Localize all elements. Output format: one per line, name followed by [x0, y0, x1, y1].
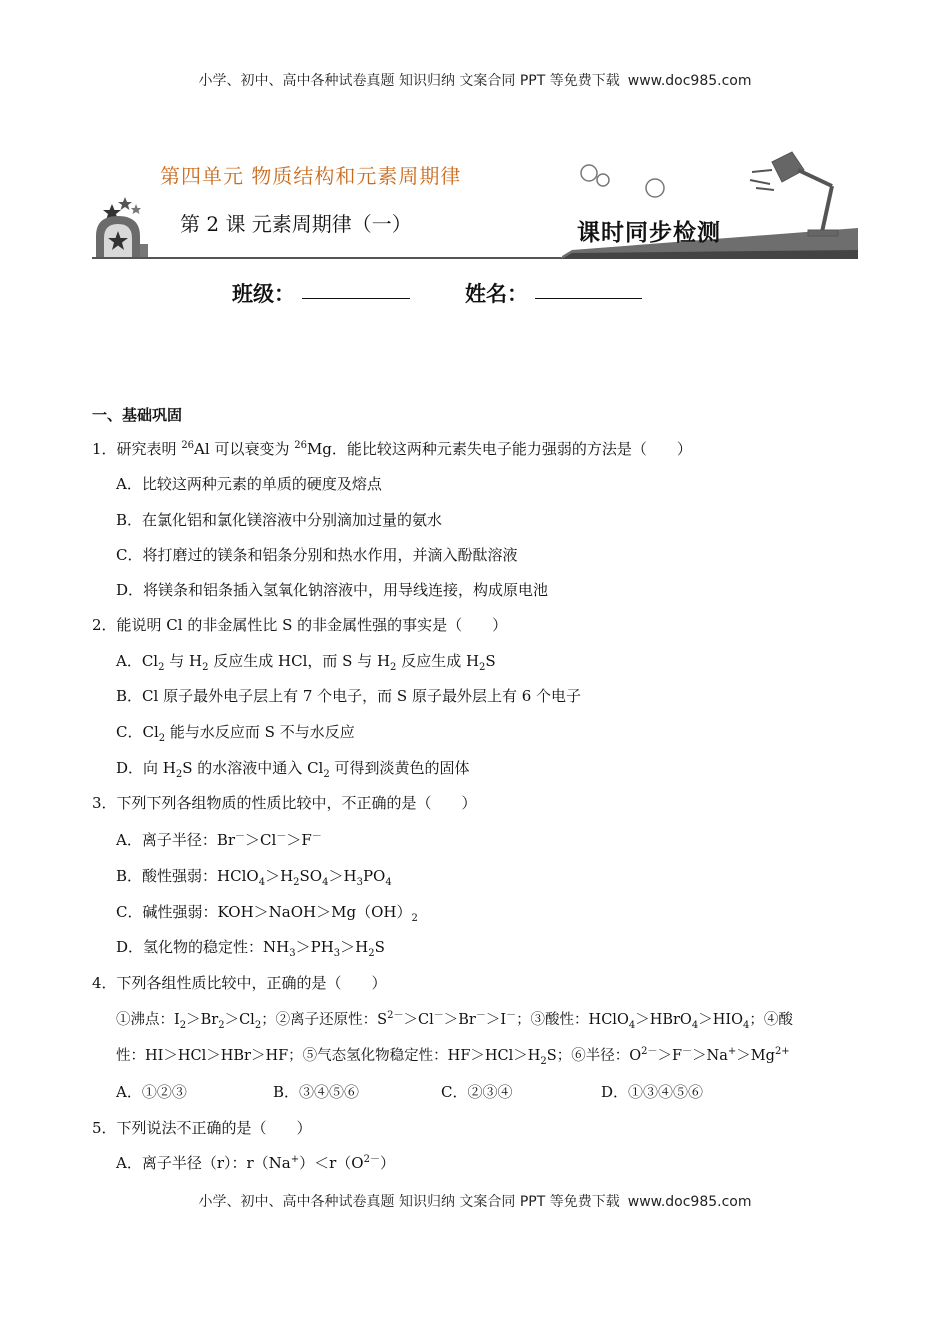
star-icon	[118, 197, 132, 210]
question-4-stem: 4．下列各组性质比较中，正确的是（ ）	[92, 974, 387, 992]
question-2-option-d[interactable]: D．向 $H_2S$ 的水溶液中通入 $Cl_2$ 可得到淡黄色的固体	[116, 759, 470, 780]
question-4-option-d[interactable]: D．①③④⑤⑥	[601, 1083, 704, 1101]
section-title: 一、基础巩固	[92, 406, 183, 424]
page-header-url[interactable]: www.doc985.com	[627, 73, 752, 89]
question-1-option-a[interactable]: A．比较这两种元素的单质的硬度及熔点	[116, 475, 382, 493]
question-2-stem: 2．能说明 Cl 的非金属性比 S 的非金属性强的事实是（ ）	[92, 616, 508, 634]
question-1-option-c[interactable]: C．将打磨过的镁条和铝条分别和热水作用，并滴入酚酞溶液	[116, 546, 518, 564]
lesson-banner	[92, 140, 858, 265]
question-3-option-a[interactable]: A．离子半径：Br－＞Cl－＞F－	[116, 831, 322, 849]
question-5-stem: 5．下列说法不正确的是（ ）	[92, 1119, 312, 1137]
bubble-icon	[597, 174, 609, 186]
sync-check-label: 课时同步检测	[577, 219, 721, 246]
page-header	[0, 70, 950, 90]
unit-title: 第四单元 物质结构和元素周期律	[160, 164, 462, 188]
question-1-stem: 1．研究表明 $^{26}$Al 可以衰变为 $^{26}$Mg．能比较这两种元素失电子能力强弱的方法是（ ）	[92, 440, 692, 458]
page-footer	[0, 1191, 950, 1211]
question-4-option-a[interactable]: A．①②③	[116, 1083, 187, 1101]
question-5-option-a[interactable]: A．离子半径（r）：$r(Na^+)<r(O^{2-})$	[116, 1154, 395, 1172]
lesson-title: 第 2 课 元素周期律（一）	[180, 212, 412, 236]
question-4-statements-line-1: ①沸点：$I_2>Br_2>Cl_2$；②离子还原性：$S^{2-}>Cl^->Br^->I^-$；③酸性：$HClO_4>HBrO_4>HIO_4$；④酸	[116, 1010, 793, 1031]
question-3-stem: 3．下列下列各组物质的性质比较中，不正确的是（ ）	[92, 794, 477, 812]
question-3-option-b[interactable]: B．酸性强弱：$HClO_4>H_2SO_4>H_3PO_4$	[116, 867, 392, 888]
question-3-option-c[interactable]: C．碱性强弱：$KOH>NaOH>Mg(OH)_2$	[116, 903, 418, 924]
name-field[interactable]	[535, 298, 642, 299]
class-field[interactable]	[302, 298, 410, 299]
question-1-option-b[interactable]: B．在氯化铝和氯化镁溶液中分别滴加过量的氨水	[116, 511, 443, 529]
question-4-option-c[interactable]: C．②③④	[441, 1083, 513, 1101]
bubble-icon	[646, 179, 664, 197]
question-4-option-b[interactable]: B．③④⑤⑥	[273, 1083, 360, 1101]
question-4-statements-line-2: 性：HI＞HCl＞HBr＞HF；⑤气态氢化物稳定性：$HF>HCl>H_2S$；⑥半径：$O^{2-}>F^->Na^+>Mg^{2+}$	[116, 1046, 790, 1067]
desk-lamp-icon	[750, 152, 838, 236]
star-icon	[131, 204, 141, 214]
name-label: 姓名：	[465, 282, 528, 306]
class-label: 班级：	[232, 282, 295, 306]
question-2-option-c[interactable]: C．$Cl_2$ 能与水反应而 S 不与水反应	[116, 723, 355, 744]
page-footer-text: 小学、初中、高中各种试卷真题 知识归纳 文案合同 PPT 等免费下载	[198, 1194, 620, 1210]
page-header-text: 小学、初中、高中各种试卷真题 知识归纳 文案合同 PPT 等免费下载	[198, 73, 620, 89]
question-2-option-b[interactable]: B．Cl 原子最外电子层上有 7 个电子，而 S 原子最外层上有 6 个电子	[116, 687, 582, 705]
bubble-icon	[581, 165, 597, 181]
question-1-option-d[interactable]: D．将镁条和铝条插入氢氧化钠溶液中，用导线连接，构成原电池	[116, 581, 549, 599]
page-footer-url[interactable]: www.doc985.com	[627, 1194, 752, 1210]
question-2-option-a[interactable]: A．$Cl_2$ 与 $H_2$ 反应生成 HCl，而 S 与 $H_2$ 反应生成 $H_2S$	[116, 652, 496, 673]
question-3-option-d[interactable]: D．氢化物的稳定性：$NH_3>PH_3>H_2S$	[116, 938, 385, 959]
